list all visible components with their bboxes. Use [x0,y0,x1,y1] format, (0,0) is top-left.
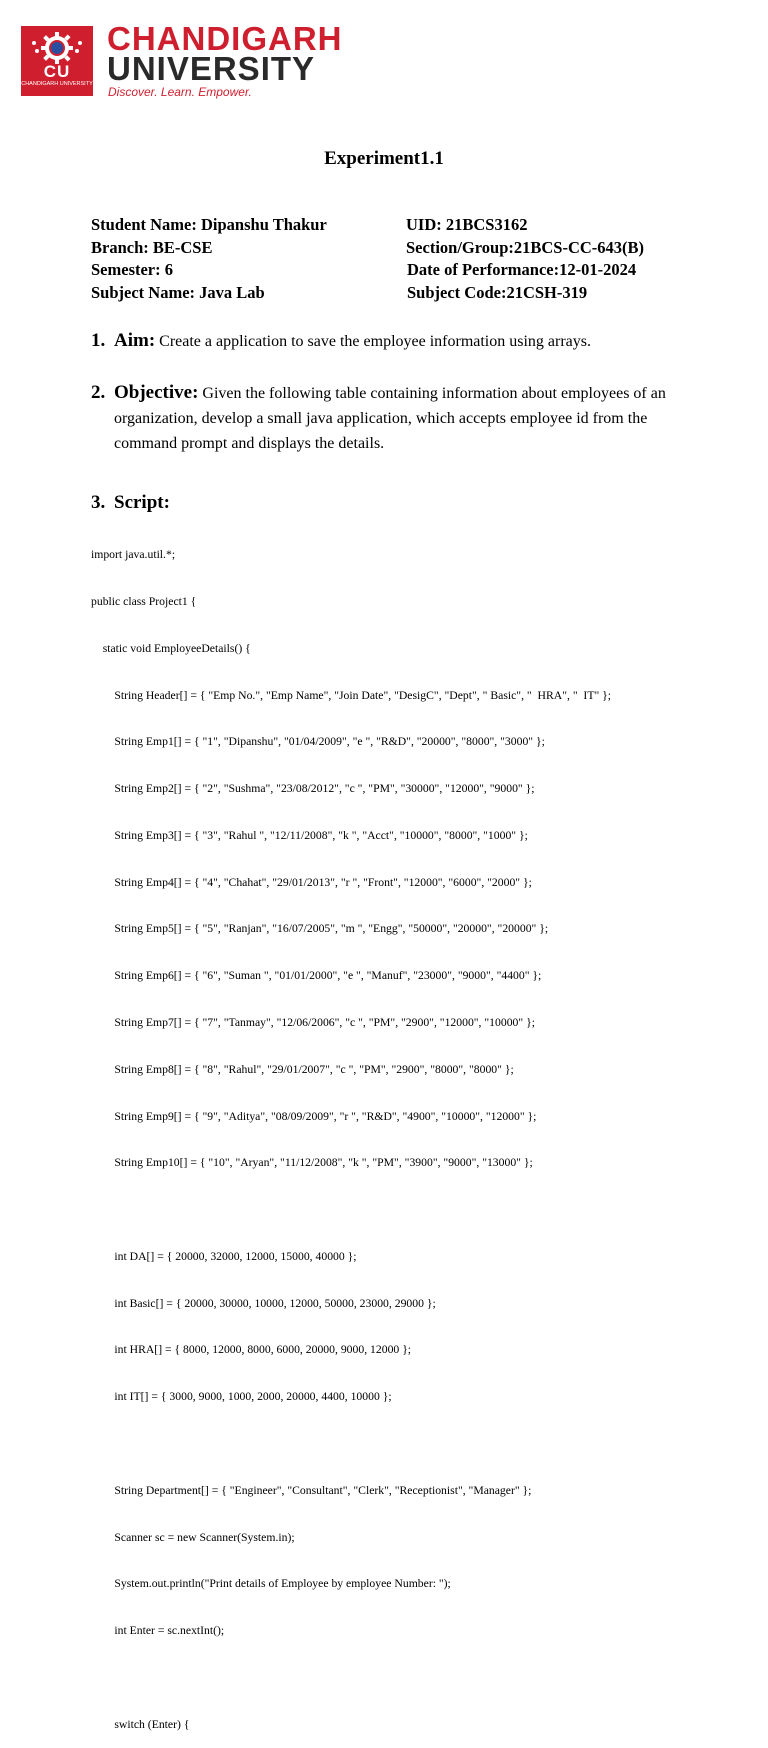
gear-globe-icon [30,31,84,65]
code-line: int DA[] = { 20000, 32000, 12000, 15000, 40000 }; [91,1249,357,1263]
script-heading: Script: [114,492,170,513]
objective-number: 2. [91,382,106,403]
code-line: String Emp8[] = { "8", "Rahul", "29/01/2007", "c ", "PM", "2900", "8000", "8000" }; [91,1062,514,1076]
objective-text: Given the following table containing information about employees of an organization, develop a small java application, which accepts employee id from the command prompt and displays the details. [114,385,666,452]
subject-code: Subject Code:21CSH-319 [407,283,588,302]
aim-body [114,328,689,354]
code-line: public class Project1 { [91,594,197,608]
objective-section [91,380,691,456]
script-body [114,490,689,516]
code-line: String Emp6[] = { "6", "Suman ", "01/01/2000", "e ", "Manuf", "23000", "9000", "4400" }; [91,969,542,983]
code-line: int IT[] = { 3000, 9000, 1000, 2000, 20000, 4400, 10000 }; [91,1390,392,1404]
date-of-performance: Date of Performance:12-01-2024 [407,260,637,279]
section-group: Section/Group:21BCS-CC-643(B) [406,238,645,257]
page-title: Experiment1.1 [324,148,444,169]
code-line: String Emp1[] = { "1", "Dipanshu", "01/04/2009", "e ", "R&D", "20000", "8000", "3000" }; [91,735,545,749]
student-name: Student Name: Dipanshu Thakur [91,215,327,234]
aim-number: 1. [91,330,106,351]
code-line [91,1670,731,1686]
student-uid: UID: 21BCS3162 [406,215,528,234]
aim-section [91,328,691,354]
logo-word-chandigarh: CHANDIGARH [107,20,343,57]
code-line: String Emp9[] = { "9", "Aditya", "08/09/2009", "r ", "R&D", "4900", "10000", "12000" }; [91,1109,537,1123]
university-logo [21,20,351,99]
logo-tagline: Discover. Learn. Empower. [108,85,252,99]
code-line: switch (Enter) { [91,1717,190,1731]
code-line: String Emp4[] = { "4", "Chahat", "29/01/2013", "r ", "Front", "12000", "6000", "2000" }; [91,875,532,889]
code-line: String Emp7[] = { "7", "Tanmay", "12/06/2006", "c ", "PM", "2900", "12000", "10000" }; [91,1016,535,1029]
code-line: System.out.println("Print details of Employee by employee Number: "); [91,1577,451,1591]
code-line: String Emp5[] = { "5", "Ranjan", "16/07/2005", "m ", "Engg", "50000", "20000", "20000" }; [91,922,549,936]
code-line: String Emp3[] = { "3", "Rahul ", "12/11/2008", "k ", "Acct", "10000", "8000", "1000" }; [91,828,528,842]
logo-badge-subtext: CHANDIGARH UNIVERSITY [21,81,93,87]
logo-word-university: UNIVERSITY [107,50,316,87]
code-line: String Header[] = { "Emp No.", "Emp Name", "Join Date", "DesigC", "Dept", " Basic", " HRA", " IT" }; [91,688,612,702]
code-line: String Emp10[] = { "10", "Aryan", "11/12/2008", "k ", "PM", "3900", "9000", "13000" }; [91,1156,533,1170]
code-line: String Emp2[] = { "2", "Sushma", "23/08/2012", "c ", "PM", "30000", "12000", "9000" }; [91,782,535,796]
logo-badge-text: CU [43,62,71,81]
code-line [91,1436,731,1452]
logo-badge [21,26,93,96]
subject-name: Subject Name: Java Lab [91,283,265,302]
script-section [91,490,691,516]
code-listing [91,516,731,1748]
code-line: int HRA[] = { 8000, 12000, 8000, 6000, 20000, 9000, 12000 }; [91,1343,412,1357]
code-line: int Basic[] = { 20000, 30000, 10000, 12000, 50000, 23000, 29000 }; [91,1296,436,1310]
objective-heading: Objective: [114,382,199,403]
code-line: import java.util.*; [91,548,176,562]
branch: Branch: BE-CSE [91,238,213,257]
code-line: static void EmployeeDetails() { [91,641,251,655]
aim-heading: Aim: [114,330,156,351]
objective-body [114,380,689,456]
script-number: 3. [91,492,106,513]
code-line [91,1202,731,1218]
semester: Semester: 6 [91,260,174,279]
code-line: Scanner sc = new Scanner(System.in); [91,1530,295,1544]
code-line: String Department[] = { "Engineer", "Consultant", "Clerk", "Receptionist", "Manager" }; [91,1483,532,1497]
code-line: int Enter = sc.nextInt(); [91,1624,225,1638]
aim-text: Create a application to save the employee information using arrays. [155,333,592,350]
